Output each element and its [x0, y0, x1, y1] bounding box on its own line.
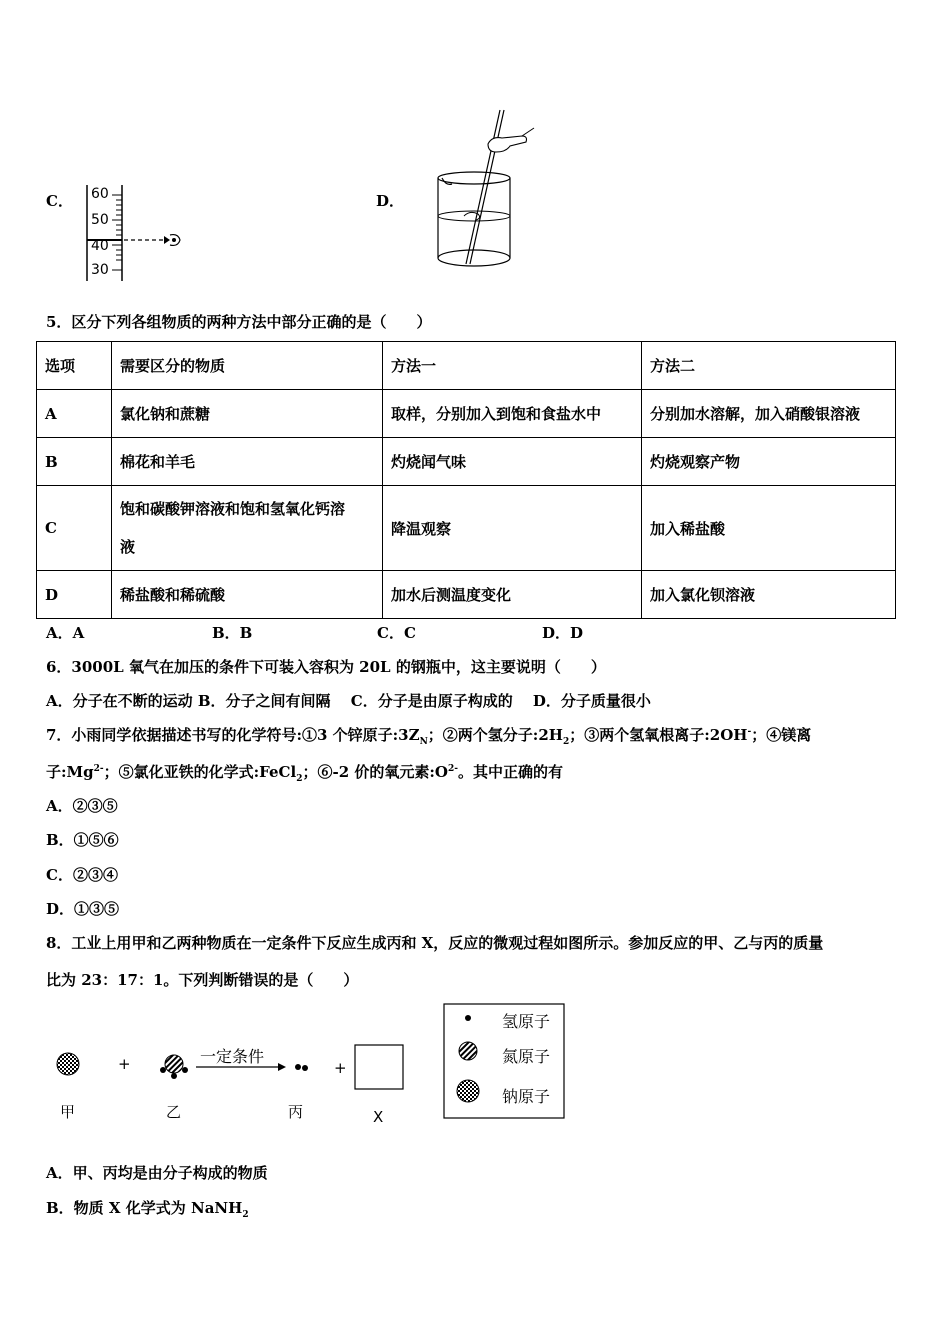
label-jia: 甲 — [60, 1103, 76, 1121]
table-cell: 加入氯化钡溶液 — [642, 571, 896, 619]
table-cell: 加水后测温度变化 — [383, 571, 642, 619]
table-cell: B — [37, 438, 112, 486]
label-bing: 丙 — [288, 1103, 304, 1121]
q5-option-c: C．C — [377, 624, 416, 642]
table-row — [37, 390, 896, 438]
q7-subscript: 2 — [296, 774, 303, 784]
nitrogen-atom-icon — [165, 1055, 183, 1073]
legend-sodium: 钠原子 — [502, 1087, 551, 1106]
table-cell-line: 饱和碳酸钾溶液和饱和氢氧化钙溶 — [120, 500, 346, 518]
table-cell-line: 液 — [120, 538, 136, 556]
label-yi: 乙 — [166, 1103, 182, 1121]
table-cell: A — [37, 390, 112, 438]
legend-nitrogen: 氮原子 — [502, 1047, 551, 1066]
q7-superscript: 2- — [447, 764, 458, 774]
beaker-stirring-figure — [430, 108, 540, 278]
q7-text: ；⑥-2 价的氧元素:O — [302, 763, 448, 781]
table-cell: 灼烧观察产物 — [642, 438, 896, 486]
q7-option-d: D．①③⑤ — [46, 900, 120, 918]
table-header-row — [37, 342, 896, 390]
table-cell: 棉花和羊毛 — [112, 438, 383, 486]
q7-superscript: - — [747, 727, 752, 737]
q5-question: 5．区分下列各组物质的两种方法中部分正确的是（ ） — [46, 313, 432, 331]
q7-superscript: 2- — [93, 764, 104, 774]
table-cell: 稀盐酸和稀硫酸 — [112, 571, 383, 619]
q7-subscript: 2 — [562, 737, 570, 747]
q7-text: ；②两个氢分子:2H — [427, 726, 563, 744]
sodium-atom-icon — [57, 1053, 79, 1075]
q8-option-b — [46, 1197, 249, 1220]
legend-hydrogen: 氢原子 — [502, 1012, 551, 1031]
reaction-condition: 一定条件 — [200, 1047, 265, 1066]
q8-option-a: A．甲、丙均是由分子构成的物质 — [46, 1164, 268, 1182]
table-row — [37, 571, 896, 619]
cylinder-tick-40: 40 — [91, 238, 109, 254]
table-row — [37, 438, 896, 486]
q7-question-line1 — [46, 724, 811, 747]
q7-text: 。其中正确的有 — [457, 763, 563, 781]
table-cell: 氯化钠和蔗糖 — [112, 390, 383, 438]
q7-question-line2 — [46, 761, 563, 784]
q6-question: 6．3000L 氧气在加压的条件下可装入容积为 20L 的钢瓶中，这主要说明（ ） — [46, 658, 606, 676]
figure-c-label: C． — [46, 192, 73, 210]
q7-subscript: N — [419, 737, 428, 747]
cylinder-tick-30: 30 — [91, 262, 109, 278]
table-cell: 加入稀盐酸 — [642, 486, 896, 571]
q8-question-line2: 比为 23：17：1。下列判断错误的是（ ） — [46, 971, 359, 989]
q7-option-b: B．①⑤⑥ — [46, 831, 119, 849]
nitrogen-atom-icon — [459, 1042, 477, 1060]
q5-option-d: D．D — [542, 624, 584, 642]
q7-option-a: A．②③⑤ — [46, 797, 118, 815]
q8-option-b-text: B．物质 X 化学式为 NaNH — [46, 1199, 243, 1217]
label-x: X — [373, 1108, 384, 1126]
q5-option-a: A．A — [46, 624, 85, 642]
q7-text: ；③两个氢氧根离子:2OH — [569, 726, 748, 744]
table-cell — [112, 486, 383, 571]
q7-text: 子:Mg — [46, 763, 94, 781]
q8-option-b-subscript: 2 — [242, 1210, 249, 1220]
q5-table — [36, 341, 896, 619]
table-header-cell: 方法二 — [642, 342, 896, 390]
q7-text: 7．小雨同学依据描述书写的化学符号:①3 个锌原子:3Z — [46, 726, 420, 744]
plus-sign: + — [334, 1059, 347, 1077]
q7-text: ；④镁离 — [751, 726, 812, 744]
table-header-cell: 选项 — [37, 342, 112, 390]
q8-question-line1: 8．工业上用甲和乙两种物质在一定条件下反应生成丙和 X，反应的微观过程如图所示。参加反应的甲、乙与丙的质量 — [46, 934, 824, 952]
table-cell: D — [37, 571, 112, 619]
q6-options: A．分子在不断的运动 B．分子之间有间隔 C．分子是由原子构成的 D．分子质量很小 — [46, 692, 651, 710]
hydrogen-molecule-icon — [295, 1064, 301, 1070]
sodium-atom-icon — [457, 1080, 479, 1102]
hydrogen-atom-icon — [465, 1015, 471, 1021]
q5-option-b: B．B — [212, 624, 253, 642]
q7-option-c: C．②③④ — [46, 866, 118, 884]
q7-text: ；⑤氯化亚铁的化学式:FeCl — [103, 763, 297, 781]
figure-d-label: D． — [376, 192, 405, 210]
cylinder-tick-60: 60 — [91, 186, 109, 202]
table-cell: C — [37, 486, 112, 571]
table-cell: 分别加水溶解，加入硝酸银溶液 — [642, 390, 896, 438]
cylinder-tick-50: 50 — [91, 212, 109, 228]
table-cell: 灼烧闻气味 — [383, 438, 642, 486]
table-cell: 取样，分别加入到饱和食盐水中 — [383, 390, 642, 438]
plus-sign: + — [118, 1055, 131, 1073]
table-header-cell: 方法一 — [383, 342, 642, 390]
unknown-product-box — [355, 1045, 403, 1089]
table-row — [37, 486, 896, 571]
table-header-cell: 需要区分的物质 — [112, 342, 383, 390]
table-cell: 降温观察 — [383, 486, 642, 571]
